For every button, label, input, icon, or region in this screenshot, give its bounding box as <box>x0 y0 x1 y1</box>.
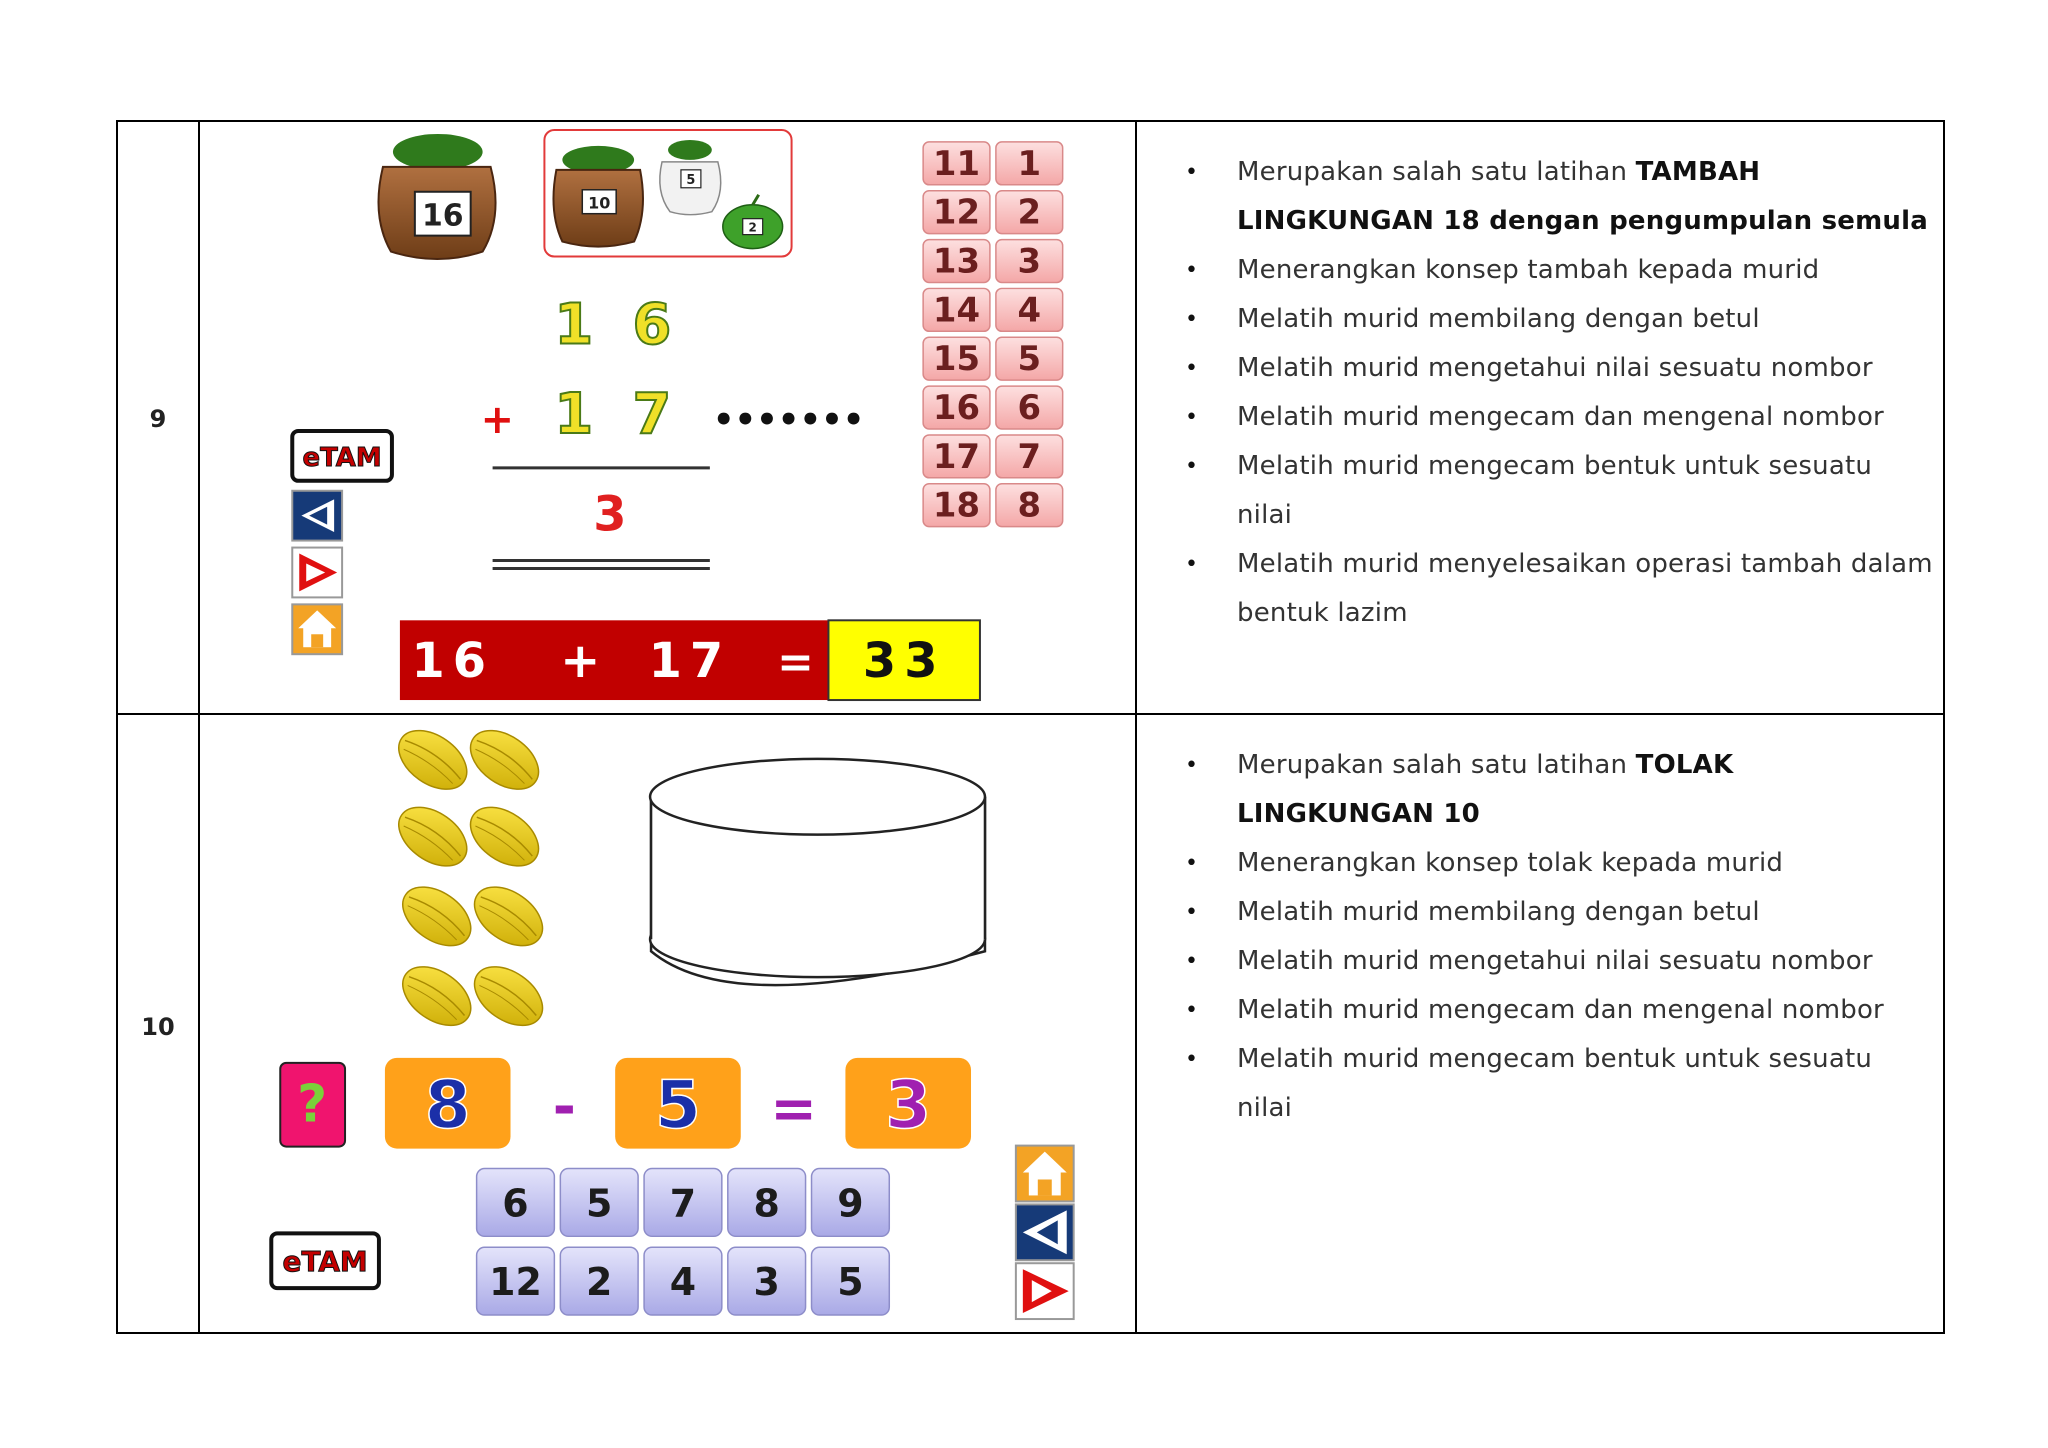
number-key[interactable] <box>923 435 990 478</box>
back-button[interactable] <box>292 491 342 541</box>
description-cell <box>1136 121 1944 714</box>
subtraction-activity-screen <box>200 715 1135 1332</box>
answer-key-label: 9 <box>837 1181 864 1226</box>
answer-key[interactable] <box>560 1247 638 1315</box>
logo-text: eTAM <box>302 442 382 473</box>
number-key[interactable] <box>996 435 1063 478</box>
etam-logo <box>271 1233 379 1288</box>
home-button[interactable] <box>1016 1146 1074 1202</box>
tile-answer <box>845 1058 971 1149</box>
description-cell <box>1136 714 1944 1333</box>
answer-key[interactable] <box>812 1169 890 1237</box>
number-key-label: 7 <box>1017 436 1042 476</box>
answer-key-label: 7 <box>669 1181 697 1226</box>
bullet-item <box>1185 295 1933 344</box>
question-mark: ? <box>297 1074 328 1135</box>
bullet-item <box>1185 937 1933 986</box>
tile-minuend <box>385 1058 511 1149</box>
addition-activity-screen <box>200 122 1135 713</box>
table-row <box>117 714 1944 1333</box>
number-key-label: 16 <box>932 387 981 427</box>
answer-key[interactable] <box>644 1247 722 1315</box>
bullet-text: Merupakan salah satu latihan <box>1237 750 1636 780</box>
basket-icon <box>650 759 985 985</box>
answer-keypad <box>477 1169 890 1316</box>
partial-answer: 3 <box>593 487 627 543</box>
equation-equals: = <box>777 637 814 689</box>
bullet-text: Menerangkan konsep tambah kepada murid <box>1237 255 1820 285</box>
description <box>1137 741 1943 1133</box>
equation-bar <box>400 620 980 700</box>
equals-sign: = <box>770 1076 817 1142</box>
starfruit-icon <box>392 955 481 1038</box>
number-key-label: 12 <box>932 192 981 232</box>
row-number-cell <box>117 714 199 1333</box>
bullet-item <box>1185 442 1933 540</box>
lesson-table <box>116 120 1945 1334</box>
bullet-text: Melatih murid mengetahui nilai sesuatu nombor <box>1237 353 1873 383</box>
bullet-item <box>1185 344 1933 393</box>
bullet-item <box>1185 246 1933 295</box>
equation-operator: + <box>560 634 601 690</box>
number-key[interactable] <box>996 288 1063 331</box>
bullet-text: Merupakan salah satu latihan <box>1237 157 1636 187</box>
starfruit-icon <box>388 719 477 802</box>
bottom-number: 1 7 <box>554 381 682 447</box>
answer-key[interactable] <box>644 1169 722 1237</box>
number-key-label: 5 <box>1017 339 1042 379</box>
number-key-label: 17 <box>932 436 981 476</box>
bullet-item <box>1185 393 1933 442</box>
row-number-cell <box>117 121 199 714</box>
bullet-text: Melatih murid menyelesaikan operasi tambah dalam bentuk lazim <box>1237 549 1933 628</box>
answer-key-label: 12 <box>489 1260 542 1305</box>
bag-label: 5 <box>686 172 696 188</box>
question-button[interactable] <box>280 1063 345 1147</box>
bullet-item <box>1185 1035 1933 1133</box>
bullet-text: Melatih murid membilang dengan betul <box>1237 897 1760 927</box>
equation-result: 33 <box>862 634 946 690</box>
table-row <box>117 121 1944 714</box>
answer-key-label: 5 <box>837 1260 864 1305</box>
etam-logo <box>292 431 392 481</box>
bullet-text: Menerangkan konsep tolak kepada murid <box>1237 848 1784 878</box>
tile-subtrahend-value: 5 <box>655 1066 701 1144</box>
bullet-item <box>1185 741 1933 839</box>
row-number: 9 <box>149 405 167 433</box>
tile-subtrahend <box>615 1058 741 1149</box>
number-key[interactable] <box>923 484 990 527</box>
starfruit-icon <box>460 795 549 878</box>
answer-key-label: 8 <box>753 1181 780 1226</box>
bullet-list <box>1185 148 1933 638</box>
sack-small-label: 10 <box>588 193 611 213</box>
number-key-label: 18 <box>932 485 981 525</box>
description <box>1137 148 1943 638</box>
back-button[interactable] <box>1016 1204 1074 1260</box>
answer-key-label: 4 <box>669 1260 697 1305</box>
number-key-label: 4 <box>1017 290 1042 330</box>
bag-5-icon <box>660 140 721 215</box>
answer-key-label: 2 <box>586 1260 613 1305</box>
number-key-label: 8 <box>1017 485 1042 525</box>
number-key[interactable] <box>923 240 990 283</box>
tile-answer-value: 3 <box>885 1066 932 1144</box>
apple-label: 2 <box>748 220 757 235</box>
bullet-item <box>1185 888 1933 937</box>
number-key-label: 11 <box>932 143 981 183</box>
row-number: 10 <box>141 1013 175 1041</box>
bullet-item <box>1185 839 1933 888</box>
number-key[interactable] <box>996 386 1063 429</box>
answer-key[interactable] <box>477 1169 555 1237</box>
fruit-group <box>388 719 553 1038</box>
number-key[interactable] <box>996 484 1063 527</box>
number-key[interactable] <box>996 142 1063 185</box>
minus-sign: - <box>552 1074 576 1140</box>
counting-dots: ••••••• <box>712 399 865 439</box>
starfruit-icon <box>464 955 553 1038</box>
bullet-item <box>1185 540 1933 638</box>
number-key-label: 14 <box>932 290 981 330</box>
home-button[interactable] <box>292 604 342 654</box>
bullet-text: Melatih murid membilang dengan betul <box>1237 304 1760 334</box>
number-key[interactable] <box>923 142 990 185</box>
number-key-label: 1 <box>1017 143 1042 183</box>
starfruit-icon <box>388 795 477 878</box>
starfruit-icon <box>464 875 553 958</box>
number-key-label: 6 <box>1017 387 1042 427</box>
number-key[interactable] <box>923 386 990 429</box>
answer-key[interactable] <box>560 1169 638 1237</box>
starfruit-icon <box>392 875 481 958</box>
number-key-label: 13 <box>932 241 981 281</box>
number-key-label: 3 <box>1017 241 1042 281</box>
number-key-label: 15 <box>932 339 981 379</box>
bullet-item <box>1185 148 1933 246</box>
number-keypad <box>923 142 1063 527</box>
equation-addend-b: 17 <box>648 634 732 690</box>
bullet-emphasis: TOLAK LINGKUNGAN 10 <box>1237 750 1734 829</box>
bullet-text: Melatih murid mengecam dan mengenal nombor <box>1237 402 1884 432</box>
bullet-text: Melatih murid mengecam bentuk untuk sesuatu nilai <box>1237 1044 1873 1123</box>
sack-label: 16 <box>421 198 464 234</box>
number-key[interactable] <box>923 288 990 331</box>
screenshot-cell <box>199 714 1136 1333</box>
number-key[interactable] <box>923 191 990 234</box>
sack-10-icon <box>553 146 643 247</box>
answer-key[interactable] <box>477 1247 555 1315</box>
starfruit-icon <box>460 719 549 802</box>
bullet-item <box>1185 986 1933 1035</box>
sack-16-icon <box>378 134 495 259</box>
answer-key[interactable] <box>728 1169 806 1237</box>
answer-key[interactable] <box>728 1247 806 1315</box>
bullet-text: Melatih murid mengetahui nilai sesuatu nombor <box>1237 946 1873 976</box>
answer-key-label: 3 <box>753 1260 780 1305</box>
number-key[interactable] <box>923 337 990 380</box>
top-number: 1 6 <box>554 292 682 358</box>
screenshot-cell <box>199 121 1136 714</box>
answer-key-label: 6 <box>502 1181 529 1226</box>
number-key[interactable] <box>996 240 1063 283</box>
number-key[interactable] <box>996 337 1063 380</box>
equation-addend-a: 16 <box>411 634 494 690</box>
bullet-list <box>1185 741 1933 1133</box>
logo-text: eTAM <box>282 1245 368 1279</box>
plus-sign: + <box>480 396 515 443</box>
next-button[interactable] <box>1016 1263 1074 1319</box>
tile-minuend-value: 8 <box>424 1066 471 1144</box>
next-button[interactable] <box>292 548 342 598</box>
bullet-emphasis: TAMBAH LINGKUNGAN 18 dengan pengumpulan semula <box>1237 157 1928 236</box>
number-key-label: 2 <box>1017 192 1042 232</box>
bullet-text: Melatih murid mengecam dan mengenal nombor <box>1237 995 1884 1025</box>
number-key[interactable] <box>996 191 1063 234</box>
bullet-text: Melatih murid mengecam bentuk untuk sesuatu nilai <box>1237 451 1873 530</box>
answer-key-label: 5 <box>586 1181 613 1226</box>
answer-key[interactable] <box>812 1247 890 1315</box>
